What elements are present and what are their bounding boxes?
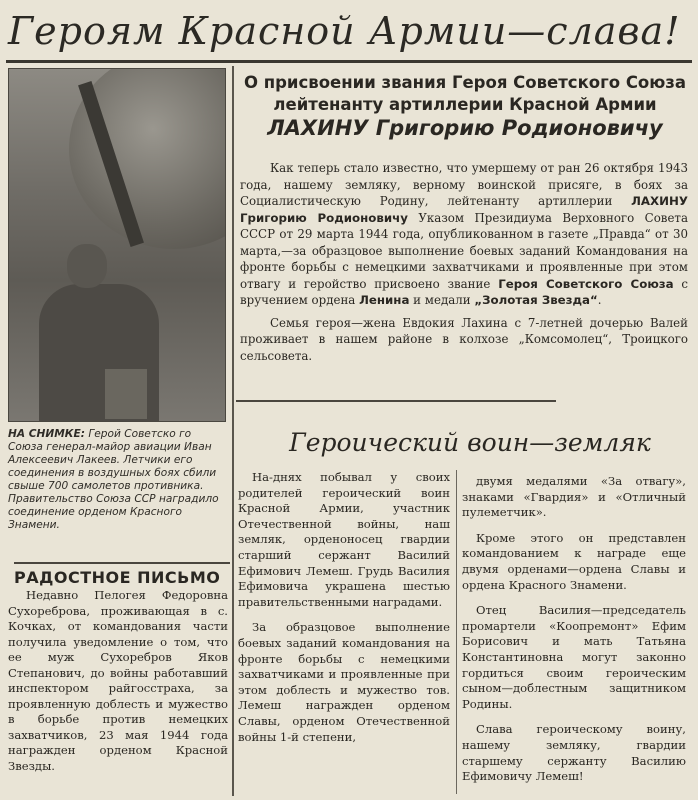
col1-paragraph: За образцовое выполнение боевых заданий командования на фронте борьбы с немецкими захватчиками и проявленные при этом доблесть и мужество тов. Лемеш награжден орденом Славы, орденом Отечественной войны 1-й степени, [238, 620, 450, 744]
p1-medal: „Золотая Звезда“ [474, 293, 598, 307]
col2-paragraph: Кроме этого он представлен командованием к награде еще двумя орденами—ордена Славы и ордена Красного Знамени. [462, 530, 686, 592]
inner-column-divider [456, 470, 457, 794]
p1-text-b: Указом Президиума Верховного Совета СССР от 29 марта 1944 года, опубликованном в газете „Правда“ от 30 марта,—за образцовое выполнение боевых заданий Командования на фронте борьбы с немецкими захватчиками и проявленные при этом отвагу и геройство присвоено звание [240, 210, 688, 291]
side-article-body: Недавно Пелогея Федоровна Сухореброва, проживающая в с. Кочках, от командования части получила уведомление о том, что ее муж Сухоребров Яков Степанович, до войны работавший инспектором райгосстраха, за проявленную доблесть и мужество в борьбе против немецких захватчиков, 23 мая 1944 года награжден орденом Красной Звезды. [8, 588, 228, 773]
p1-hero-name: ЛАХИНУ Григорию Родионовичу [240, 194, 688, 225]
caption-lead: НА СНИМКЕ: [8, 428, 85, 440]
second-article-title: Героический воин—земляк [289, 428, 651, 457]
side-article-title: РАДОСТНОЕ ПИСЬМО [14, 562, 230, 587]
caption-text: Герой Советско го Союза генерал-майор авиации Иван Алексеевич Лакеев. Летчики его соединения в воздушных боях сбили свыше 700 самолетов противника. Правительство Союза ССР наградило соединение орденом Красного Знамени. [8, 428, 219, 531]
second-article-column-1 [238, 470, 450, 755]
masthead-rule [6, 60, 692, 63]
p1-text-d: и медали [409, 293, 475, 307]
p1-text-c: с вручением ордена [240, 276, 689, 307]
main-article-headline [240, 72, 690, 116]
main-article-paragraph-1 [240, 160, 688, 309]
p1-hero-title: Героя Советского Союза [498, 276, 674, 291]
photo-map-case [105, 369, 147, 419]
p1-text-a: Как теперь стало известно, что умершему от ран 26 октября 1943 года, нашему земляку, верному воинской присяге, в боях за Социалистическую Родину, лейтенанту артиллерии [240, 161, 688, 208]
main-article-body [240, 160, 688, 364]
p1-order: Ленина [359, 293, 410, 307]
headline-line-2: лейтенанту артиллерии Красной Армии [273, 95, 657, 114]
hero-name: ЛАХИНУ Григорию Родионовичу [267, 116, 663, 140]
article-separator [236, 400, 556, 402]
p1-text-e: . [597, 293, 602, 307]
photo-caption [8, 428, 226, 532]
col2-paragraph: двумя медалями «За отвагу», знаками «Гвардия» и «Отличный пулеметчик». [462, 474, 686, 520]
column-divider [232, 66, 234, 796]
main-article-paragraph-2: Семья героя—жена Евдокия Лахина с 7-летней дочерью Валей проживает в нашем районе в колхозе „Комсомолец“, Троицкого сельсовета. [240, 315, 688, 363]
masthead-title: Героям Красной Армии—слава! [8, 9, 681, 53]
photo-figure-head [67, 244, 107, 288]
headline-line-1: О присвоении звания Героя Советского Союза [243, 73, 687, 92]
col2-paragraph: Отец Василия—председатель промартели «Коопремонт» Ефим Борисович и мать Татьяна Константиновна могут законно гордиться своим героическим сыном—доблестным защитником Родины. [462, 603, 686, 711]
hero-photo [8, 68, 226, 422]
col2-paragraph: Слава героическому воину, нашему земляку, гвардии старшему сержанту Василию Ефимовичу Лемеш! [462, 722, 686, 784]
col1-paragraph: На-днях побывал у своих родителей героический воин Красной Армии, участник Отечественной войны, наш земляк, орденоносец гвардии старший сержант Василий Ефимович Лемеш. Грудь Василия Ефимовича украшена шестью правительственными наградами. [238, 470, 450, 609]
second-article-column-2 [462, 474, 686, 795]
